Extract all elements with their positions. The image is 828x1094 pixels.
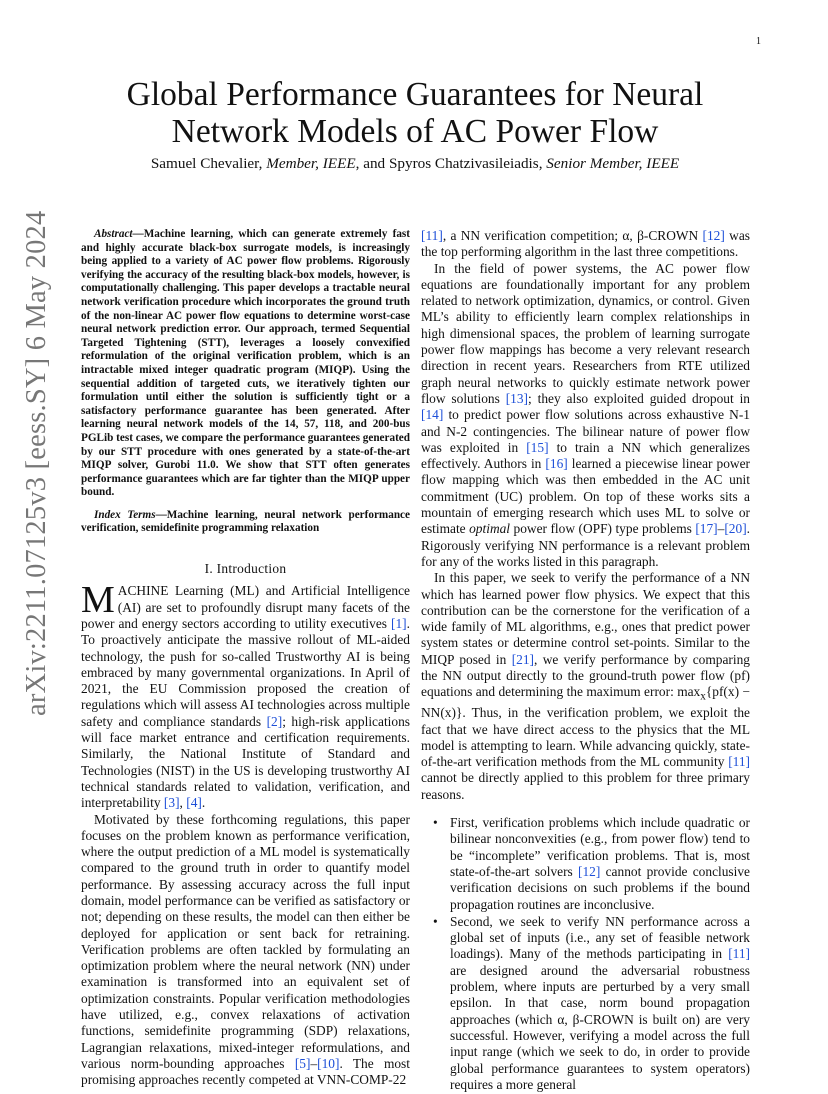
bullet-icon: •	[433, 913, 438, 929]
intro-paragraph-2: Motivated by these forthcoming regulations, this paper focuses on the problem known as performance verification, where the output prediction of a ML model is systematically compared to the ground truth in order to quantify model performance. By assessing accuracy across the full input domain, model performance can be verified as satisfactory or not; depending on these results, the model can then either be deployed for application or sent back for retraining. Verification problems are often tackled by formulating an optimization problem where the neural network (NN) under examination is transformed into an equivalent set of optimization constraints. Popular verification methodologies have utilized, e.g., convex relaxations of activation functions, semidefinite programming (SDP) relaxations, Lagrangian relaxations, mixed-integer reformulations, and various norm-bounding approaches [5]–[10]. The most promising approaches recently competed at VNN-COMP-22	[81, 811, 410, 1088]
left-column	[81, 228, 410, 1089]
abstract-label: Abstract	[94, 228, 133, 240]
author-line	[80, 155, 750, 173]
citation-link[interactable]: [14]	[421, 407, 444, 423]
index-terms	[81, 509, 410, 536]
list-item: • First, verification problems which include quadratic or bilinear nonconvexities (e.g., from power flow) tend to be “incomplete” verification problems. That is, most state-of-the-art solvers [12] cannot provide conclusive verification decisions on such problems if the bound propagation routines are inconclusive.	[433, 815, 751, 912]
section-heading: I. Introduction	[204, 561, 287, 577]
bullet-icon: •	[433, 815, 438, 831]
citation-link[interactable]: [11]	[728, 946, 750, 962]
citation-link[interactable]: [1]	[391, 615, 407, 631]
intro-paragraph-3: In the field of power systems, the AC power flow equations are foundationally important for any problem related to network optimization, dynamics, or control. Given ML’s ability to efficiently learn complex relationships in high dimensional spaces, the problem of learning surrogate power flow mappings has become a very relevant research direction in recent years. Researchers from RTE utilized graph neural networks to quickly estimate network power flow solutions [13]; they also exploited guided dropout in [14] to predict power flow solutions across exhaustive N-1 and N-2 contingencies. The bilinear nature of power flow was exploited in [15] to train a NN which generalizes effectively. Authors in [16] learned a piecewise linear power flow mapping which was then embedded in the AC unit commitment (UC) problem. On top of these works sits a mountain of emerging research which uses ML to solve or estimate optimal power flow (OPF) type problems [17]–[20]. Rigorously verifying NN performance is a relevant problem for any of the works listed in this paragraph.	[421, 260, 751, 569]
citation-link[interactable]: [17]	[695, 521, 718, 537]
citation-link[interactable]: [12]	[578, 863, 601, 879]
paper-title: Global Performance Guarantees for Neural Network Models of AC Power Flow	[126, 76, 704, 150]
index-terms-text: —Machine learning, neural network performance verification, semidefinite programming relaxation	[81, 508, 410, 535]
citation-link[interactable]: [11]	[728, 754, 750, 770]
citation-link[interactable]: [11]	[421, 228, 443, 243]
abstract	[81, 228, 410, 500]
index-terms-label: Index Terms	[94, 508, 156, 521]
drop-cap: M	[81, 579, 115, 622]
citation-link[interactable]: [4]	[186, 795, 202, 811]
right-column	[421, 228, 750, 1094]
citation-link[interactable]: [16]	[545, 456, 568, 472]
author-conjunction: , and Spyros Chatzivasileiadis,	[355, 155, 547, 172]
author-2-role: Senior Member, IEEE	[546, 155, 680, 172]
author-1: Samuel Chevalier,	[150, 155, 267, 172]
author-1-role: Member, IEEE	[266, 155, 356, 172]
citation-link[interactable]: [12]	[702, 228, 725, 243]
abstract-text: —Machine learning, which can generate extremely fast and highly accurate black-box surrogate models, is increasingly being applied to a variety of AC power flow problems. Rigorously verifying the accuracy of the resulting black-box models, however, is computationally challenging. This paper develops a tractable neural network verification procedure which incorporates the ground truth of the non-linear AC power flow equations to determine worst-case neural network prediction error. Our approach, termed Sequential Targeted Tightening (STT), leverages a loosely convexified reformulation of the original verification problem, which is an intractable mixed integer quadratic program (MIQP). Using the sequential addition of targeted cuts, we iteratively tighten our formulation until either the solution is sufficiently tight or a satisfactory performance guarantee has been generated. After learning neural network models of the 14, 57, 118, and 200-bus PGLib test cases, we compare the performance guarantees generated by our STT procedure with ones generated by a state-of-the-art MIQP solver, Gurobi 11.0. We show that STT often generates performance guarantees which are far tighter than the MIQP upper bound.	[81, 228, 410, 499]
citation-link[interactable]: [20]	[724, 521, 747, 537]
intro-paragraph-2-continued: [11], a NN verification competition; α, β-CROWN [12] was the top performing algorithm in the last three competitions.	[421, 228, 750, 260]
reasons-list	[421, 815, 750, 1093]
citation-link[interactable]: [10]	[317, 1055, 340, 1071]
arxiv-stamp: arXiv:2211.07125v3 [eess.SY] 6 May 2024	[21, 210, 52, 716]
intro-paragraph-4: In this paper, we seek to verify the performance of a NN which has learned power flow physics. We expect that this contribution can be the cornerstone for the verification of a wide family of ML algorithms, e.g., ones that predict power system states or determine control set-points. Similar to the MIQP posed in [21], we verify performance by comparing the NN output directly to the ground-truth power flow (pf) equations and determining the maximum error: $\max_x\{pf(x) - NN(x)\}$. Thus, in the verification problem, we exploit the fact that we have direct access to the physics that the ML model is attempting to learn. While advancing quickly, state-of-the-art verification methods from the ML community [11] cannot be directly applied to this problem for three primary reasons.	[421, 570, 751, 802]
citation-link[interactable]: [5]	[294, 1055, 311, 1071]
citation-link[interactable]: [15]	[526, 439, 549, 455]
citation-link[interactable]: [3]	[163, 795, 180, 811]
citation-link[interactable]: [13]	[505, 390, 528, 406]
list-item: • Second, we seek to verify NN performance across a global set of inputs (i.e., any set of feasible network loadings). Many of the methods participating in [11] are designed around the adversarial robustness problem, where inputs are perturbed by a very small epsilon. In that case, norm bound propagation approaches (which α, β-CROWN is built on) are very successful. However, verifying a model across the full input range (which we seek to do, in order to provide global performance guarantees to system operators) requires a more general	[433, 913, 750, 1092]
citation-link[interactable]: [2]	[266, 713, 283, 729]
intro-paragraph-1: MACHINE Learning (ML) and Artificial Intelligence (AI) are set to profoundly disrupt many facets of the power and energy sectors according to utility executives [1]. To proactively anticipate the massive rollout of ML-aided technology, the push for so-called Trustworthy AI is being embraced by many governmental organizations. In April of 2021, the EU Commission proposed the creation of regulations which will assess AI technologies across multiple safety and compliance standards [2]; high-risk applications will face market entrance and certification requirements. Similarly, the National Institute of Standard and Technologies (NIST) in the US is developing trustworthy AI technical standards related to validation, verification, and interpretability [3], [4].	[81, 579, 410, 811]
page-number: 1	[756, 36, 761, 47]
citation-link[interactable]: [21]	[511, 651, 535, 667]
